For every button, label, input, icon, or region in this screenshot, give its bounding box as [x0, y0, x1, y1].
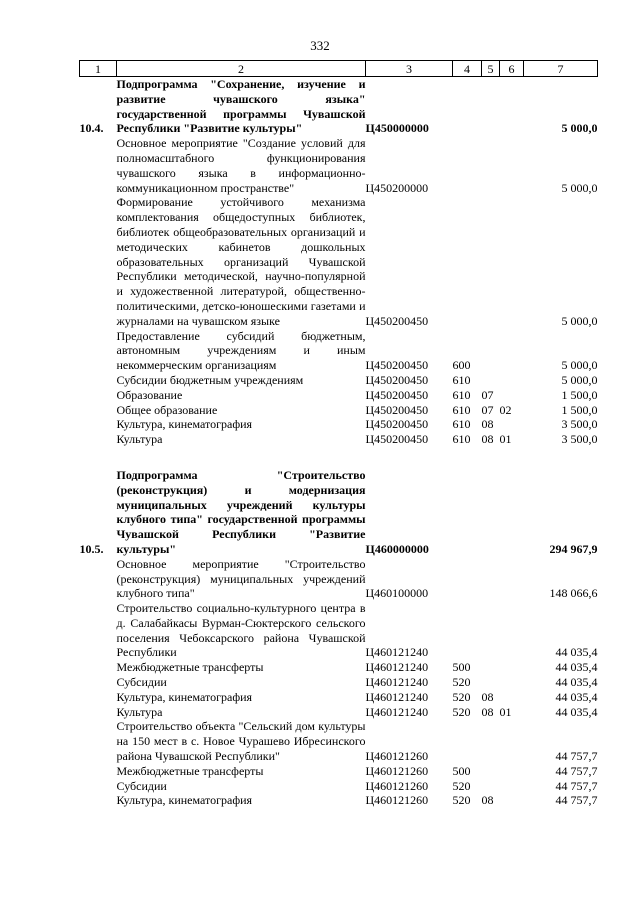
expense-type-code: 610: [452, 372, 471, 387]
row-name: Образование: [116, 387, 183, 402]
header-col-1: 1: [80, 61, 117, 77]
target-article-code: Ц460121240: [365, 675, 429, 690]
table-row: [80, 195, 598, 328]
page-number: 332: [310, 38, 330, 53]
subsection-code: [500, 195, 524, 328]
row-number: [80, 417, 117, 432]
row-name: Культура, кинематография: [116, 417, 253, 432]
table-header: [80, 61, 598, 77]
table-row: [80, 764, 598, 779]
section-code: [482, 675, 500, 690]
amount: 294 967,9: [549, 541, 598, 556]
subsection-code: 02: [499, 402, 512, 417]
row-spacer-cell: [80, 447, 598, 468]
target-article-code: Ц450200450: [365, 417, 429, 432]
section-code: [482, 557, 500, 601]
amount: 44 757,7: [555, 793, 598, 808]
subsection-code: [500, 690, 524, 705]
subsection-code: [500, 675, 524, 690]
amount: 44 035,4: [555, 675, 598, 690]
section-code: [482, 719, 500, 763]
amount: 44 035,4: [555, 689, 598, 704]
amount: 3 500,0: [561, 432, 598, 447]
subsection-code: [500, 373, 524, 388]
target-article-code: Ц460121240: [365, 645, 429, 660]
table-row: [80, 660, 598, 675]
row-number: [80, 793, 117, 808]
table-row: [80, 432, 598, 447]
target-article-code: Ц450200450: [365, 387, 429, 402]
table-row: [80, 373, 598, 388]
row-number: [80, 136, 117, 195]
row-name: Предоставление субсидий бюджетным, автономным учреждениям и иным некоммерческим организациям: [116, 328, 366, 373]
table-row: [80, 675, 598, 690]
target-article-code: Ц450200450: [365, 402, 429, 417]
section-code: [482, 195, 500, 328]
section-code: [482, 468, 500, 557]
section-code: [482, 660, 500, 675]
amount: 1 500,0: [561, 402, 598, 417]
section-code: [482, 77, 500, 137]
expense-type-code: 520: [452, 675, 471, 690]
expense-type-code: [453, 557, 482, 601]
subsection-code: [500, 793, 524, 808]
row-number: [80, 601, 117, 660]
row-name: Межбюджетные трансферты: [116, 763, 264, 778]
target-article-code: Ц460000000: [365, 541, 429, 556]
row-name: Строительство социально-культурного центра в д. Салабайкасы Вурман-Сюктерского сельского поселения Чебоксарского района Чувашской Республики: [116, 601, 366, 660]
row-name: Культура, кинематография: [116, 689, 253, 704]
table-row: [80, 719, 598, 763]
amount: 148 066,6: [549, 586, 598, 601]
subsection-code: [500, 719, 524, 763]
table-row: [80, 690, 598, 705]
expense-type-code: [453, 601, 482, 660]
table-row: [80, 779, 598, 794]
target-article-code: Ц460100000: [365, 586, 429, 601]
section-code: [482, 779, 500, 794]
expense-type-code: 520: [452, 793, 471, 808]
amount: 5 000,0: [561, 358, 598, 373]
target-article-code: Ц450200450: [365, 313, 429, 328]
table-row: [80, 417, 598, 432]
table-row: [80, 468, 598, 557]
expense-type-code: 610: [452, 402, 471, 417]
row-number: 10.4.: [79, 121, 104, 136]
expense-type-code: 520: [452, 778, 471, 793]
subsection-code: [500, 136, 524, 195]
row-name: Формирование устойчивого механизма комплектования общедоступных библиотек, библиотек общеобразовательных организаций и методических кабинетов дошкольных образовательных организаций Чувашской Республики методической, научно-популярной и художественной литературой, общественно-политическими, детско-юношескими газетами и журналами на чувашском языке: [116, 195, 366, 328]
section-code: [482, 136, 500, 195]
section-code: 08: [481, 689, 494, 704]
target-article-code: Ц460121260: [365, 793, 429, 808]
expense-type-code: 610: [452, 417, 471, 432]
row-number: [80, 719, 117, 763]
table-row: [80, 388, 598, 403]
row-number: [80, 557, 117, 601]
row-number: [80, 432, 117, 447]
row-number: [80, 705, 117, 720]
amount: 5 000,0: [561, 180, 598, 195]
amount: 44 035,4: [555, 645, 598, 660]
target-article-code: Ц460121240: [365, 660, 429, 675]
row-name: Субсидии бюджетным учреждениям: [116, 372, 304, 387]
row-number: [80, 675, 117, 690]
subsection-code: [500, 557, 524, 601]
subsection-code: [500, 779, 524, 794]
subsection-code: [500, 601, 524, 660]
subsection-code: [500, 77, 524, 137]
subsection-code: 01: [499, 432, 512, 447]
section-code: [482, 601, 500, 660]
subsection-code: [500, 764, 524, 779]
target-article-code: Ц460121240: [365, 704, 429, 719]
row-name: Подпрограмма "Сохранение, изучение и развитие чувашского языка" государственной программы Чувашской Республики "Развитие культуры": [116, 77, 366, 136]
expense-type-code: [453, 468, 482, 557]
target-article-code: Ц450200450: [365, 432, 429, 447]
target-article-code: Ц460121240: [365, 689, 429, 704]
amount: 44 757,7: [555, 749, 598, 764]
amount: 5 000,0: [561, 313, 598, 328]
budget-table: [79, 60, 598, 808]
header-col-3: 3: [366, 61, 453, 77]
section-code: [482, 373, 500, 388]
amount: 1 500,0: [561, 387, 598, 402]
header-col-5: 5: [482, 61, 500, 77]
expense-type-code: 500: [452, 660, 471, 675]
subsection-code: 01: [499, 704, 512, 719]
section-code: [482, 329, 500, 373]
section-code: [482, 764, 500, 779]
amount: 44 757,7: [555, 778, 598, 793]
subsection-code: [500, 329, 524, 373]
expense-type-code: 520: [452, 704, 471, 719]
row-name: Общее образование: [116, 402, 218, 417]
target-article-code: Ц450200000: [365, 180, 429, 195]
target-article-code: Ц450200450: [365, 372, 429, 387]
amount: 44 757,7: [555, 763, 598, 778]
target-article-code: Ц450000000: [365, 121, 429, 136]
table-row: [80, 793, 598, 808]
row-number: [80, 403, 117, 418]
expense-type-code: [453, 77, 482, 137]
table-row: [80, 77, 598, 137]
target-article-code: Ц460121260: [365, 778, 429, 793]
row-name: Культура, кинематография: [116, 793, 253, 808]
row-number: [80, 764, 117, 779]
section-code: 07: [481, 402, 494, 417]
expense-type-code: 600: [452, 358, 471, 373]
subsection-code: [500, 660, 524, 675]
row-number: [80, 329, 117, 373]
amount: 44 035,4: [555, 704, 598, 719]
subsection-code: [500, 468, 524, 557]
header-col-4: 4: [453, 61, 482, 77]
header-col-2: 2: [117, 61, 366, 77]
header-col-6: 6: [500, 61, 524, 77]
subsection-code: [500, 388, 524, 403]
expense-type-code: 610: [452, 432, 471, 447]
row-number: [80, 660, 117, 675]
row-number: 10.5.: [79, 541, 104, 556]
row-name: Культура: [116, 704, 163, 719]
row-name: Строительство объекта "Сельский дом культуры на 150 мест в с. Новое Чурашево Ибресинского района Чувашской Республики": [116, 719, 366, 764]
table-row: [80, 329, 598, 373]
subsection-code: [500, 417, 524, 432]
expense-type-code: 520: [452, 689, 471, 704]
row-number: [80, 195, 117, 328]
table-row: [80, 601, 598, 660]
row-name: Субсидии: [116, 778, 167, 793]
expense-type-code: 500: [452, 763, 471, 778]
table-row: [80, 705, 598, 720]
table-row: [80, 557, 598, 601]
row-name: Основное мероприятие "Строительство (реконструкция) муниципальных учреждений клубного типа": [116, 556, 366, 601]
amount: 44 035,4: [555, 660, 598, 675]
target-article-code: Ц450200450: [365, 358, 429, 373]
target-article-code: Ц460121260: [365, 749, 429, 764]
section-code: 08: [481, 704, 494, 719]
section-code: 08: [481, 417, 494, 432]
expense-type-code: [453, 136, 482, 195]
row-number: [80, 779, 117, 794]
section-code: 08: [481, 432, 494, 447]
expense-type-code: [453, 719, 482, 763]
section-code: 07: [481, 387, 494, 402]
target-article-code: Ц460121260: [365, 763, 429, 778]
expense-type-code: [453, 195, 482, 328]
section-code: 08: [481, 793, 494, 808]
expense-type-code: 610: [452, 387, 471, 402]
table-row: [80, 403, 598, 418]
row-name: Субсидии: [116, 675, 167, 690]
amount: 5 000,0: [561, 372, 598, 387]
amount: 3 500,0: [561, 417, 598, 432]
table-body: [80, 77, 598, 809]
row-spacer: [80, 447, 598, 468]
amount: 5 000,0: [561, 121, 598, 136]
row-name: Межбюджетные трансферты: [116, 660, 264, 675]
row-number: [80, 373, 117, 388]
row-number: [80, 388, 117, 403]
header-col-7: 7: [524, 61, 598, 77]
header-row: [80, 61, 598, 77]
row-number: [80, 690, 117, 705]
table-row: [80, 136, 598, 195]
row-name: Культура: [116, 432, 163, 447]
row-name: Основное мероприятие "Создание условий для полномасштабного функционирования чувашского языка в информационно-коммуникационном пространстве": [116, 136, 366, 195]
row-name: Подпрограмма "Строительство (реконструкция) и модернизация муниципальных учреждений культуры клубного типа" государственной программы Чувашской Республики "Развитие культуры": [116, 467, 366, 556]
